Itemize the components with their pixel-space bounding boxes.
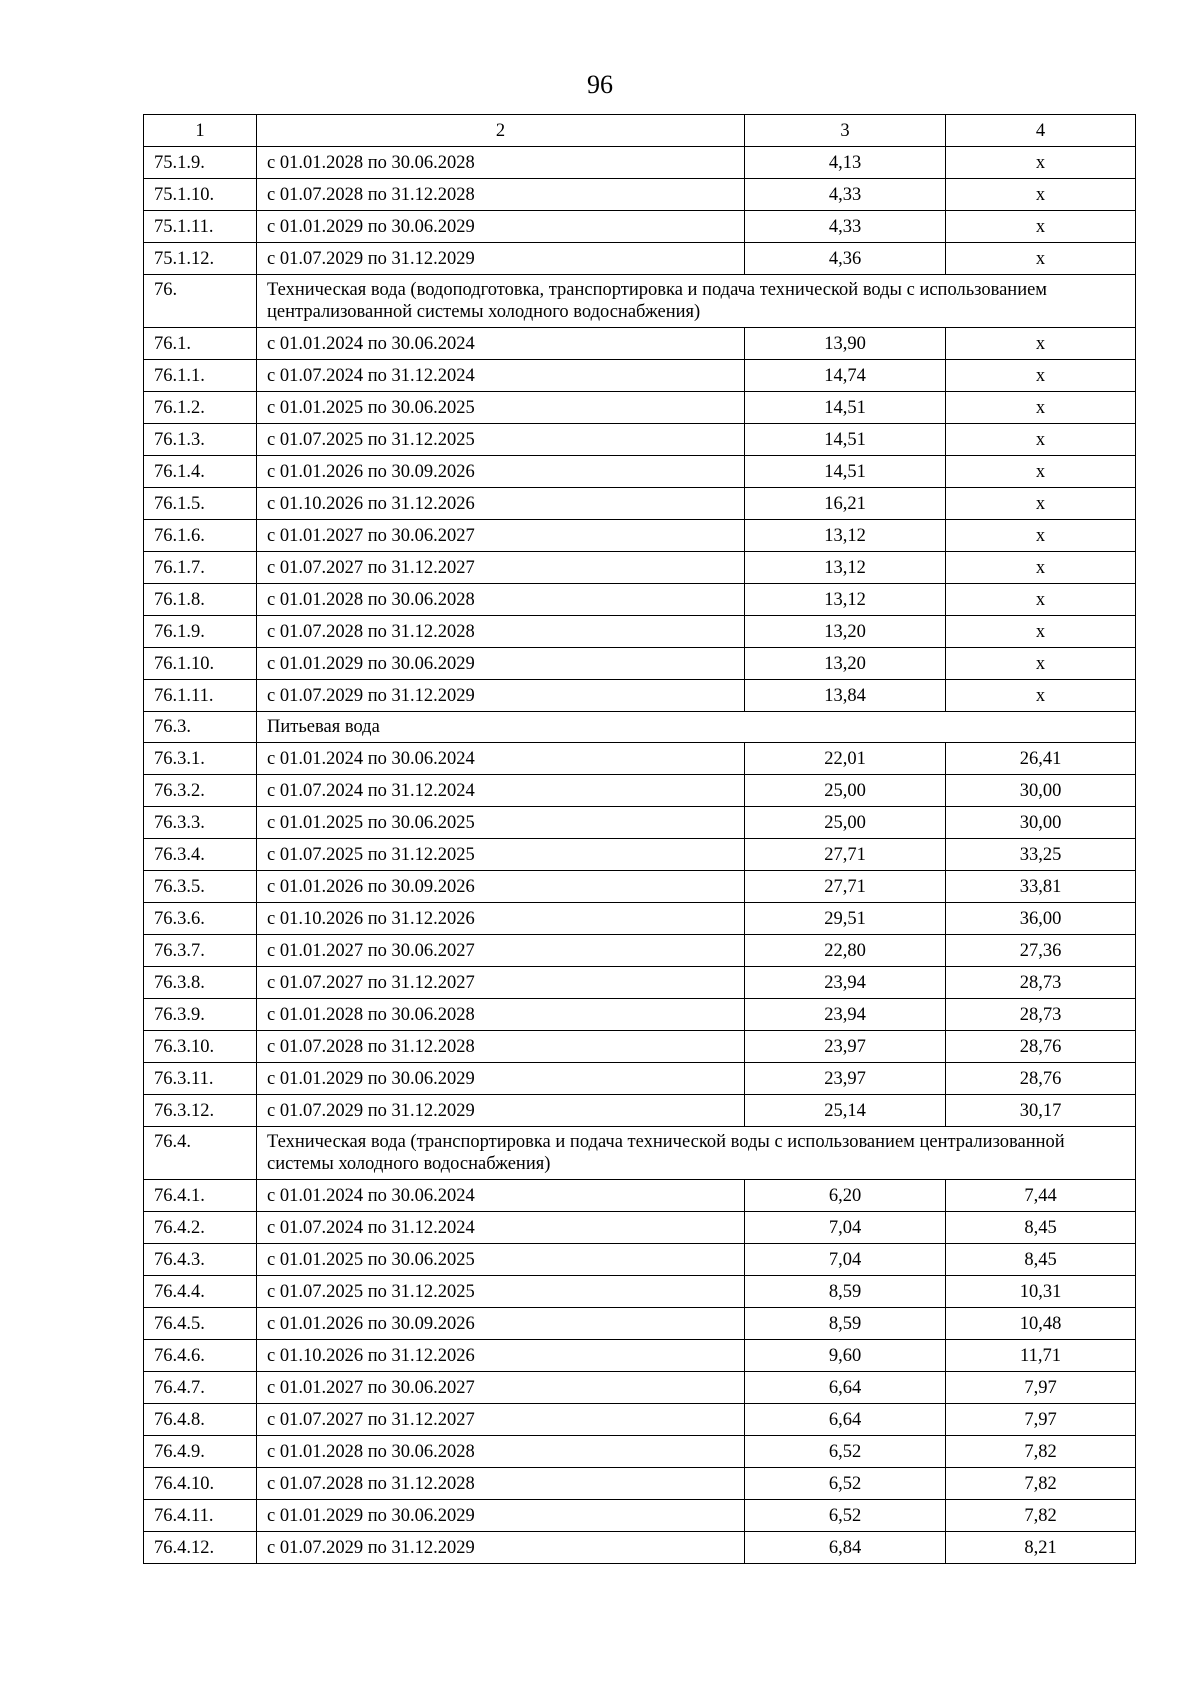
table-row — [144, 360, 1136, 392]
value-col4-cell: 10,48 — [946, 1308, 1136, 1340]
value-col3-cell: 23,94 — [745, 967, 946, 999]
value-col3-cell: 4,36 — [745, 243, 946, 275]
value-col4-cell: 7,82 — [946, 1436, 1136, 1468]
value-col3-cell: 25,00 — [745, 775, 946, 807]
period-cell: с 01.01.2029 по 30.06.2029 — [257, 211, 745, 243]
row-number: 76. — [144, 275, 257, 328]
value-col4-cell: 30,17 — [946, 1095, 1136, 1127]
period-cell: с 01.01.2029 по 30.06.2029 — [257, 648, 745, 680]
header-cell-2: 2 — [257, 115, 745, 147]
value-col3-cell: 8,59 — [745, 1276, 946, 1308]
row-number: 76.4.11. — [144, 1500, 257, 1532]
value-col3-cell: 6,52 — [745, 1500, 946, 1532]
value-col4-cell: 36,00 — [946, 903, 1136, 935]
header-cell-4: 4 — [946, 115, 1136, 147]
value-col3-cell: 27,71 — [745, 839, 946, 871]
table-row — [144, 999, 1136, 1031]
value-col4-cell: 30,00 — [946, 807, 1136, 839]
row-number: 76.4.1. — [144, 1180, 257, 1212]
value-col3-cell: 4,33 — [745, 211, 946, 243]
table-row — [144, 1436, 1136, 1468]
value-col3-cell: 13,84 — [745, 680, 946, 712]
value-col3-cell: 8,59 — [745, 1308, 946, 1340]
table-row — [144, 1244, 1136, 1276]
value-col4-cell: 33,25 — [946, 839, 1136, 871]
period-cell: с 01.01.2028 по 30.06.2028 — [257, 999, 745, 1031]
value-col4-cell: 8,21 — [946, 1532, 1136, 1564]
table-row — [144, 1500, 1136, 1532]
value-col3-cell: 23,97 — [745, 1063, 946, 1095]
period-cell: с 01.10.2026 по 31.12.2026 — [257, 1340, 745, 1372]
section-title: Техническая вода (водоподготовка, транспортировка и подача технической воды с использованием централизованной системы холодного водоснабжения) — [257, 275, 1136, 328]
period-cell: с 01.01.2024 по 30.06.2024 — [257, 743, 745, 775]
value-col4-cell: 7,82 — [946, 1500, 1136, 1532]
row-number: 76.1.2. — [144, 392, 257, 424]
value-col4-cell: х — [946, 520, 1136, 552]
row-number: 76.3.4. — [144, 839, 257, 871]
value-col4-cell: 33,81 — [946, 871, 1136, 903]
table-header — [144, 115, 1136, 147]
period-cell: с 01.01.2029 по 30.06.2029 — [257, 1063, 745, 1095]
value-col3-cell: 4,13 — [745, 147, 946, 179]
header-cell-1: 1 — [144, 115, 257, 147]
table-row — [144, 839, 1136, 871]
row-number: 76.1.6. — [144, 520, 257, 552]
value-col3-cell: 25,14 — [745, 1095, 946, 1127]
row-number: 76.3.6. — [144, 903, 257, 935]
value-col4-cell: х — [946, 243, 1136, 275]
table-row — [144, 1063, 1136, 1095]
row-number: 75.1.11. — [144, 211, 257, 243]
value-col3-cell: 6,84 — [745, 1532, 946, 1564]
period-cell: с 01.01.2026 по 30.09.2026 — [257, 456, 745, 488]
period-cell: с 01.01.2028 по 30.06.2028 — [257, 584, 745, 616]
value-col4-cell: х — [946, 616, 1136, 648]
period-cell: с 01.01.2025 по 30.06.2025 — [257, 392, 745, 424]
value-col3-cell: 23,97 — [745, 1031, 946, 1063]
table-row — [144, 1212, 1136, 1244]
table-row — [144, 584, 1136, 616]
value-col4-cell: 8,45 — [946, 1244, 1136, 1276]
section-title: Техническая вода (транспортировка и подача технической воды с использованием централизованной системы холодного водоснабжения) — [257, 1127, 1136, 1180]
value-col3-cell: 14,74 — [745, 360, 946, 392]
table-row — [144, 552, 1136, 584]
value-col4-cell: х — [946, 211, 1136, 243]
table-row — [144, 147, 1136, 179]
table-row — [144, 488, 1136, 520]
value-col3-cell: 29,51 — [745, 903, 946, 935]
table-row — [144, 871, 1136, 903]
row-number: 76.3.8. — [144, 967, 257, 999]
value-col4-cell: 10,31 — [946, 1276, 1136, 1308]
row-number: 76.1.1. — [144, 360, 257, 392]
value-col3-cell: 13,12 — [745, 520, 946, 552]
value-col3-cell: 6,64 — [745, 1372, 946, 1404]
period-cell: с 01.07.2028 по 31.12.2028 — [257, 1031, 745, 1063]
period-cell: с 01.01.2026 по 30.09.2026 — [257, 1308, 745, 1340]
value-col4-cell: 7,44 — [946, 1180, 1136, 1212]
page-number: 96 — [587, 70, 613, 99]
row-number: 76.4. — [144, 1127, 257, 1180]
period-cell: с 01.07.2025 по 31.12.2025 — [257, 1276, 745, 1308]
period-cell: с 01.07.2028 по 31.12.2028 — [257, 616, 745, 648]
period-cell: с 01.01.2029 по 30.06.2029 — [257, 1500, 745, 1532]
table-row — [144, 456, 1136, 488]
value-col3-cell: 7,04 — [745, 1212, 946, 1244]
value-col3-cell: 6,20 — [745, 1180, 946, 1212]
value-col4-cell: х — [946, 360, 1136, 392]
row-number: 76.4.3. — [144, 1244, 257, 1276]
value-col4-cell: х — [946, 488, 1136, 520]
row-number: 76.1.10. — [144, 648, 257, 680]
row-number: 76.1.5. — [144, 488, 257, 520]
value-col3-cell: 14,51 — [745, 456, 946, 488]
value-col3-cell: 23,94 — [745, 999, 946, 1031]
period-cell: с 01.07.2024 по 31.12.2024 — [257, 1212, 745, 1244]
value-col4-cell: 26,41 — [946, 743, 1136, 775]
table-row — [144, 1276, 1136, 1308]
period-cell: с 01.07.2029 по 31.12.2029 — [257, 1095, 745, 1127]
period-cell: с 01.07.2028 по 31.12.2028 — [257, 1468, 745, 1500]
period-cell: с 01.07.2024 по 31.12.2024 — [257, 360, 745, 392]
period-cell: с 01.07.2029 по 31.12.2029 — [257, 1532, 745, 1564]
period-cell: с 01.07.2025 по 31.12.2025 — [257, 839, 745, 871]
period-cell: с 01.01.2027 по 30.06.2027 — [257, 1372, 745, 1404]
value-col3-cell: 13,12 — [745, 584, 946, 616]
row-number: 76.4.9. — [144, 1436, 257, 1468]
period-cell: с 01.01.2027 по 30.06.2027 — [257, 520, 745, 552]
value-col4-cell: х — [946, 179, 1136, 211]
row-number: 76.3.5. — [144, 871, 257, 903]
table-row — [144, 1468, 1136, 1500]
row-number: 76.4.4. — [144, 1276, 257, 1308]
period-cell: с 01.01.2025 по 30.06.2025 — [257, 807, 745, 839]
period-cell: с 01.01.2028 по 30.06.2028 — [257, 1436, 745, 1468]
section-row — [144, 712, 1136, 743]
value-col3-cell: 13,90 — [745, 328, 946, 360]
period-cell: с 01.07.2024 по 31.12.2024 — [257, 775, 745, 807]
value-col3-cell: 14,51 — [745, 392, 946, 424]
table-row — [144, 807, 1136, 839]
section-row — [144, 275, 1136, 328]
row-number: 76.1. — [144, 328, 257, 360]
row-number: 76.4.6. — [144, 1340, 257, 1372]
row-number: 76.1.8. — [144, 584, 257, 616]
table-row — [144, 680, 1136, 712]
table-row — [144, 1532, 1136, 1564]
period-cell: с 01.07.2027 по 31.12.2027 — [257, 1404, 745, 1436]
table-row — [144, 1180, 1136, 1212]
value-col3-cell: 22,01 — [745, 743, 946, 775]
section-title: Питьевая вода — [257, 712, 1136, 743]
row-number: 76.4.2. — [144, 1212, 257, 1244]
value-col3-cell: 13,20 — [745, 648, 946, 680]
value-col3-cell: 6,52 — [745, 1436, 946, 1468]
value-col3-cell: 27,71 — [745, 871, 946, 903]
row-number: 76.4.5. — [144, 1308, 257, 1340]
value-col4-cell: х — [946, 680, 1136, 712]
row-number: 76.3. — [144, 712, 257, 743]
value-col4-cell: 28,76 — [946, 1031, 1136, 1063]
table-row — [144, 967, 1136, 999]
value-col3-cell: 7,04 — [745, 1244, 946, 1276]
table-row — [144, 1308, 1136, 1340]
value-col4-cell: 7,82 — [946, 1468, 1136, 1500]
row-number: 76.3.2. — [144, 775, 257, 807]
row-number: 76.1.3. — [144, 424, 257, 456]
value-col4-cell: 27,36 — [946, 935, 1136, 967]
row-number: 76.4.12. — [144, 1532, 257, 1564]
table-row — [144, 243, 1136, 275]
value-col4-cell: 7,97 — [946, 1372, 1136, 1404]
table-row — [144, 775, 1136, 807]
row-number: 76.3.1. — [144, 743, 257, 775]
table-row — [144, 1031, 1136, 1063]
tariff-table — [143, 114, 1136, 1564]
period-cell: с 01.01.2024 по 30.06.2024 — [257, 328, 745, 360]
section-row — [144, 1127, 1136, 1180]
period-cell: с 01.01.2028 по 30.06.2028 — [257, 147, 745, 179]
table-row — [144, 1340, 1136, 1372]
table-row — [144, 328, 1136, 360]
value-col4-cell: х — [946, 328, 1136, 360]
value-col3-cell: 13,12 — [745, 552, 946, 584]
table-row — [144, 903, 1136, 935]
value-col3-cell: 4,33 — [745, 179, 946, 211]
row-number: 76.3.9. — [144, 999, 257, 1031]
row-number: 75.1.10. — [144, 179, 257, 211]
row-number: 76.1.4. — [144, 456, 257, 488]
table-row — [144, 211, 1136, 243]
value-col4-cell: 7,97 — [946, 1404, 1136, 1436]
value-col4-cell: х — [946, 648, 1136, 680]
period-cell: с 01.10.2026 по 31.12.2026 — [257, 903, 745, 935]
value-col3-cell: 14,51 — [745, 424, 946, 456]
row-number: 75.1.9. — [144, 147, 257, 179]
period-cell: с 01.01.2024 по 30.06.2024 — [257, 1180, 745, 1212]
row-number: 76.3.12. — [144, 1095, 257, 1127]
row-number: 76.3.7. — [144, 935, 257, 967]
table-body — [144, 147, 1136, 1564]
table-row — [144, 392, 1136, 424]
value-col4-cell: 8,45 — [946, 1212, 1136, 1244]
header-row — [144, 115, 1136, 147]
value-col4-cell: х — [946, 456, 1136, 488]
table-row — [144, 616, 1136, 648]
value-col4-cell: х — [946, 584, 1136, 616]
period-cell: с 01.07.2027 по 31.12.2027 — [257, 967, 745, 999]
value-col3-cell: 9,60 — [745, 1340, 946, 1372]
period-cell: с 01.01.2025 по 30.06.2025 — [257, 1244, 745, 1276]
table-row — [144, 935, 1136, 967]
value-col3-cell: 13,20 — [745, 616, 946, 648]
row-number: 76.3.10. — [144, 1031, 257, 1063]
row-number: 76.3.3. — [144, 807, 257, 839]
value-col4-cell: 28,73 — [946, 999, 1136, 1031]
period-cell: с 01.07.2029 по 31.12.2029 — [257, 680, 745, 712]
value-col4-cell: 28,73 — [946, 967, 1136, 999]
row-number: 76.1.7. — [144, 552, 257, 584]
table-row — [144, 424, 1136, 456]
value-col3-cell: 6,64 — [745, 1404, 946, 1436]
value-col4-cell: 30,00 — [946, 775, 1136, 807]
row-number: 76.1.9. — [144, 616, 257, 648]
period-cell: с 01.01.2026 по 30.09.2026 — [257, 871, 745, 903]
value-col3-cell: 16,21 — [745, 488, 946, 520]
row-number: 76.4.7. — [144, 1372, 257, 1404]
row-number: 76.1.11. — [144, 680, 257, 712]
value-col4-cell: х — [946, 147, 1136, 179]
period-cell: с 01.01.2027 по 30.06.2027 — [257, 935, 745, 967]
row-number: 76.4.8. — [144, 1404, 257, 1436]
row-number: 76.3.11. — [144, 1063, 257, 1095]
value-col3-cell: 22,80 — [745, 935, 946, 967]
value-col4-cell: х — [946, 392, 1136, 424]
table-row — [144, 520, 1136, 552]
period-cell: с 01.07.2029 по 31.12.2029 — [257, 243, 745, 275]
period-cell: с 01.07.2025 по 31.12.2025 — [257, 424, 745, 456]
header-cell-3: 3 — [745, 115, 946, 147]
table-row — [144, 1095, 1136, 1127]
table-row — [144, 1372, 1136, 1404]
row-number: 75.1.12. — [144, 243, 257, 275]
row-number: 76.4.10. — [144, 1468, 257, 1500]
period-cell: с 01.07.2027 по 31.12.2027 — [257, 552, 745, 584]
value-col4-cell: х — [946, 424, 1136, 456]
value-col3-cell: 6,52 — [745, 1468, 946, 1500]
table-row — [144, 179, 1136, 211]
period-cell: с 01.10.2026 по 31.12.2026 — [257, 488, 745, 520]
period-cell: с 01.07.2028 по 31.12.2028 — [257, 179, 745, 211]
value-col4-cell: 28,76 — [946, 1063, 1136, 1095]
table-row — [144, 1404, 1136, 1436]
value-col4-cell: 11,71 — [946, 1340, 1136, 1372]
table-row — [144, 743, 1136, 775]
value-col3-cell: 25,00 — [745, 807, 946, 839]
table-row — [144, 648, 1136, 680]
value-col4-cell: х — [946, 552, 1136, 584]
